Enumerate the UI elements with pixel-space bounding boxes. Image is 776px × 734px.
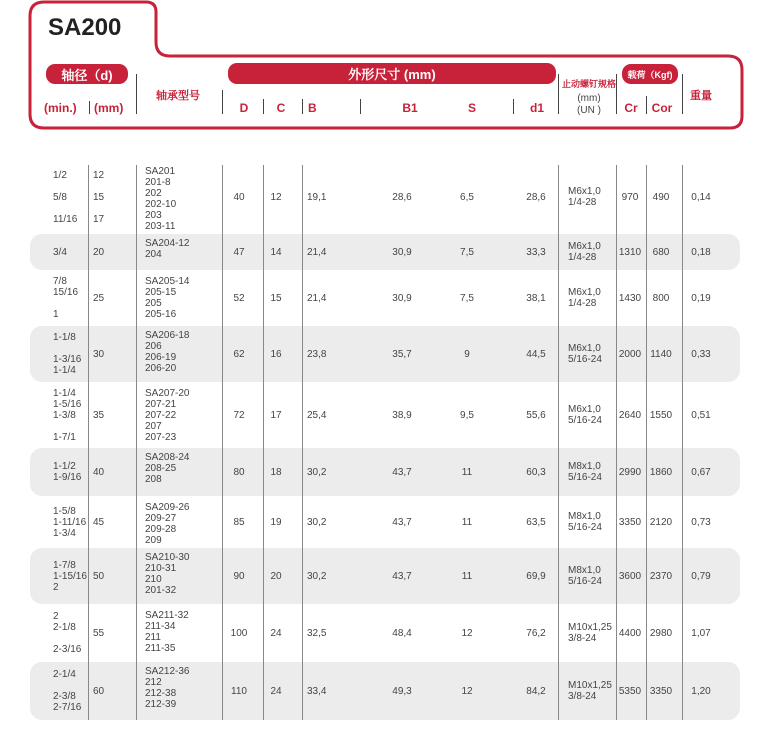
dim-d1-cell: 69,9	[526, 570, 546, 582]
load-Cor-cell: 1140	[650, 348, 672, 360]
header-divider	[89, 101, 90, 114]
dim-S-cell: 9,5	[460, 409, 474, 421]
header-divider	[513, 99, 514, 114]
set-screw-cell: M6x1,0 1/4-28	[568, 241, 601, 263]
dim-C-cell: 20	[270, 570, 282, 582]
shaft-mm-cell: 30	[93, 348, 105, 360]
min-label: (min.)	[44, 101, 77, 115]
weight-cell: 0,73	[691, 516, 711, 528]
shaft-mm-cell: 50	[93, 570, 105, 582]
header-divider	[136, 74, 137, 114]
dim-B-cell: 33,4	[307, 685, 327, 697]
load-Cr-cell: 1310	[618, 246, 642, 258]
dim-D-cell: 52	[233, 292, 245, 304]
load-Cor-cell: 490	[652, 191, 670, 203]
dim-C-cell: 17	[270, 409, 282, 421]
shaft-inch-cell: 1-5/8 1-11/16 1-3/4	[53, 505, 87, 539]
shaft-inch-cell: 3/4	[53, 246, 67, 258]
shaft-diameter-pill	[46, 64, 128, 84]
weight-cell: 0,79	[691, 570, 711, 582]
bearing-model-cell: SA204-12 204	[145, 238, 190, 260]
dim-d1-cell: 33,3	[526, 246, 546, 258]
weight-cell: 0,18	[691, 246, 711, 258]
dim-B1-cell: 43,7	[392, 466, 412, 478]
weight-cell: 1,07	[691, 627, 711, 639]
load-Cr-cell: 2000	[618, 348, 642, 360]
dim-B1-cell: 48,4	[392, 627, 412, 639]
dimensions-pill	[228, 63, 556, 84]
dim-D-cell: 90	[233, 570, 245, 582]
dim-D-cell: 72	[233, 409, 245, 421]
shaft-mm-cell: 55	[93, 627, 105, 639]
dim-B-cell: 21,4	[307, 246, 327, 258]
load-Cor-cell: 2980	[649, 627, 673, 639]
load-Cr-cell: 3350	[618, 516, 642, 528]
dim-d1-cell: 84,2	[526, 685, 546, 697]
shaft-mm-cell: 25	[93, 292, 105, 304]
dim-B-cell: 23,8	[307, 348, 327, 360]
set-screw-cell: M6x1,0 1/4-28	[568, 186, 601, 208]
col-Cr-label: Cr	[624, 101, 638, 115]
dim-d1-cell: 55,6	[526, 409, 546, 421]
load-Cr-cell: 970	[621, 191, 639, 203]
header-divider	[222, 90, 223, 114]
set-screw-cell: M6x1,0 5/16-24	[568, 404, 602, 426]
dim-S-cell: 9	[464, 348, 470, 360]
dim-S-cell: 7,5	[460, 246, 474, 258]
load-Cor-cell: 1550	[649, 409, 673, 421]
set-screw-label: 止动螺钉规格	[561, 79, 617, 89]
shaft-mm-cell: 45	[93, 516, 105, 528]
column-line	[558, 165, 559, 720]
set-screw-cell: M6x1,0 1/4-28	[568, 287, 601, 309]
dim-d1-cell: 28,6	[526, 191, 546, 203]
shaft-inch-cell: 1/2 5/8 11/16	[53, 169, 78, 225]
dim-d1-cell: 38,1	[526, 292, 546, 304]
dim-B1-cell: 43,7	[392, 570, 412, 582]
dim-C-cell: 18	[270, 466, 282, 478]
col-d1-label: d1	[529, 101, 545, 115]
set-screw-cell: M10x1,25 3/8-24	[568, 680, 612, 702]
dim-B1-cell: 43,7	[392, 516, 412, 528]
shaft-mm-cell: 12 15 17	[93, 169, 105, 225]
bearing-model-cell: SA209-26 209-27 209-28 209	[145, 502, 190, 546]
dim-S-cell: 11	[461, 466, 473, 478]
weight-label: 重量	[690, 90, 712, 102]
load-Cor-cell: 800	[652, 292, 670, 304]
shaft-mm-cell: 60	[93, 685, 105, 697]
dim-C-cell: 24	[270, 685, 282, 697]
shaft-inch-cell: 2-1/4 2-3/8 2-7/16	[53, 669, 82, 713]
dim-C-cell: 19	[270, 516, 282, 528]
dim-C-cell: 12	[270, 191, 282, 203]
dim-B1-cell: 38,9	[392, 409, 412, 421]
dim-D-cell: 100	[230, 627, 248, 639]
dim-D-cell: 110	[231, 685, 247, 697]
dim-D-cell: 80	[233, 466, 245, 478]
bearing-model-cell: SA201 201-8 202 202-10 203 203-11	[145, 166, 177, 232]
column-line	[263, 165, 264, 720]
set-screw-cell: M8x1,0 5/16-24	[568, 511, 602, 533]
bearing-model-cell: SA212-36 212 212-38 212-39	[145, 666, 190, 710]
dim-d1-cell: 76,2	[526, 627, 546, 639]
dim-S-cell: 11	[461, 516, 473, 528]
weight-cell: 0,14	[691, 191, 711, 203]
dim-D-cell: 40	[233, 191, 245, 203]
bearing-model-cell: SA208-24 208-25 208	[145, 452, 190, 485]
col-B-label: B	[308, 101, 317, 115]
header-divider	[616, 74, 617, 114]
bearing-model-cell: SA206-18 206 206-19 206-20	[145, 330, 190, 374]
column-line	[222, 165, 223, 720]
load-Cr-cell: 5350	[618, 685, 642, 697]
header-divider	[682, 74, 683, 114]
mm-label: (mm)	[94, 101, 124, 115]
dim-C-cell: 14	[270, 246, 282, 258]
header-divider	[263, 99, 264, 114]
dim-d1-cell: 60,3	[526, 466, 546, 478]
col-B1-label: B1	[402, 101, 418, 115]
set-screw-cell: M8x1,0 5/16-24	[568, 565, 602, 587]
shaft-mm-cell: 35	[93, 409, 105, 421]
dim-D-cell: 85	[233, 516, 245, 528]
col-D-label: D	[239, 101, 249, 115]
dim-B1-cell: 49,3	[392, 685, 412, 697]
load-Cor-cell: 1860	[649, 466, 673, 478]
shaft-inch-cell: 2 2-1/8 2-3/16	[53, 611, 82, 655]
dim-S-cell: 7,5	[460, 292, 474, 304]
header-divider	[646, 96, 647, 114]
shaft-mm-cell: 40	[93, 466, 105, 478]
load-Cr-cell: 2640	[618, 409, 642, 421]
shaft-inch-cell: 1-1/4 1-5/16 1-3/8 1-7/1	[53, 387, 82, 443]
dim-B-cell: 30,2	[307, 466, 327, 478]
load-Cor-cell: 2370	[649, 570, 673, 582]
weight-cell: 1,20	[691, 685, 711, 697]
header-divider	[302, 99, 303, 114]
col-S-label: S	[467, 101, 477, 115]
shaft-inch-cell: 1-1/8 1-3/16 1-1/4	[53, 332, 82, 376]
set-screw-cell: M6x1,0 5/16-24	[568, 343, 602, 365]
load-Cr-cell: 3600	[618, 570, 642, 582]
dim-B1-cell: 28,6	[392, 191, 412, 203]
dim-S-cell: 12	[461, 685, 473, 697]
set-screw-un-label: (UN )	[577, 105, 601, 116]
shaft-diameter-label: 轴径（d)	[61, 67, 113, 83]
bearing-model-cell: SA211-32 211-34 211 211-35	[145, 610, 189, 654]
dim-B-cell: 25,4	[307, 409, 327, 421]
shaft-mm-cell: 20	[93, 246, 105, 258]
header-divider	[558, 74, 559, 114]
dim-d1-cell: 63,5	[526, 516, 546, 528]
weight-cell: 0,67	[691, 466, 711, 478]
set-screw-unit-label: (mm)	[577, 93, 601, 104]
col-C-label: C	[276, 101, 286, 115]
dim-d1-cell: 44,5	[526, 348, 546, 360]
dim-B-cell: 19,1	[307, 191, 327, 203]
col-Cor-label: Cor	[651, 101, 673, 115]
dim-B-cell: 30,2	[307, 516, 327, 528]
dim-B-cell: 32,5	[307, 627, 327, 639]
load-Cr-cell: 4400	[618, 627, 642, 639]
dim-S-cell: 6,5	[460, 191, 474, 203]
shaft-inch-cell: 1-1/2 1-9/16	[53, 461, 82, 483]
shaft-inch-cell: 7/8 15/16 1	[53, 276, 79, 320]
weight-cell: 0,51	[691, 409, 711, 421]
load-pill	[622, 64, 678, 84]
dim-B-cell: 21,4	[307, 292, 327, 304]
bearing-model-label: 轴承型号	[156, 90, 200, 102]
dim-S-cell: 12	[461, 627, 473, 639]
dim-D-cell: 62	[233, 348, 245, 360]
load-label: 载荷（Kgf)	[627, 69, 673, 80]
column-line	[136, 165, 137, 720]
weight-cell: 0,19	[691, 292, 711, 304]
dim-C-cell: 16	[270, 348, 282, 360]
page-title: SA200	[48, 14, 122, 41]
dim-B1-cell: 35,7	[392, 348, 412, 360]
load-Cor-cell: 680	[652, 246, 670, 258]
dim-C-cell: 15	[270, 292, 282, 304]
dim-B1-cell: 30,9	[392, 246, 412, 258]
bearing-model-cell: SA210-30 210-31 210 201-32	[145, 552, 190, 596]
set-screw-cell: M8x1,0 5/16-24	[568, 461, 602, 483]
weight-cell: 0,33	[691, 348, 711, 360]
bearing-model-cell: SA207-20 207-21 207-22 207 207-23	[145, 388, 190, 443]
column-line	[302, 165, 303, 720]
set-screw-cell: M10x1,25 3/8-24	[568, 622, 612, 644]
dim-D-cell: 47	[233, 246, 245, 258]
dim-S-cell: 11	[461, 570, 473, 582]
column-line	[616, 165, 617, 720]
shaft-inch-cell: 1-7/8 1-15/16 2	[53, 559, 87, 593]
load-Cor-cell: 3350	[649, 685, 673, 697]
header-divider	[360, 99, 361, 114]
dim-B1-cell: 30,9	[392, 292, 412, 304]
load-Cor-cell: 2120	[649, 516, 673, 528]
column-line	[682, 165, 683, 720]
column-line	[88, 165, 89, 720]
load-Cr-cell: 1430	[618, 292, 642, 304]
load-Cr-cell: 2990	[618, 466, 642, 478]
dim-C-cell: 24	[270, 627, 282, 639]
bearing-model-cell: SA205-14 205-15 205 205-16	[145, 276, 190, 320]
dimensions-label: 外形尺寸 (mm)	[348, 67, 436, 82]
column-line	[646, 165, 647, 720]
dim-B-cell: 30,2	[307, 570, 327, 582]
